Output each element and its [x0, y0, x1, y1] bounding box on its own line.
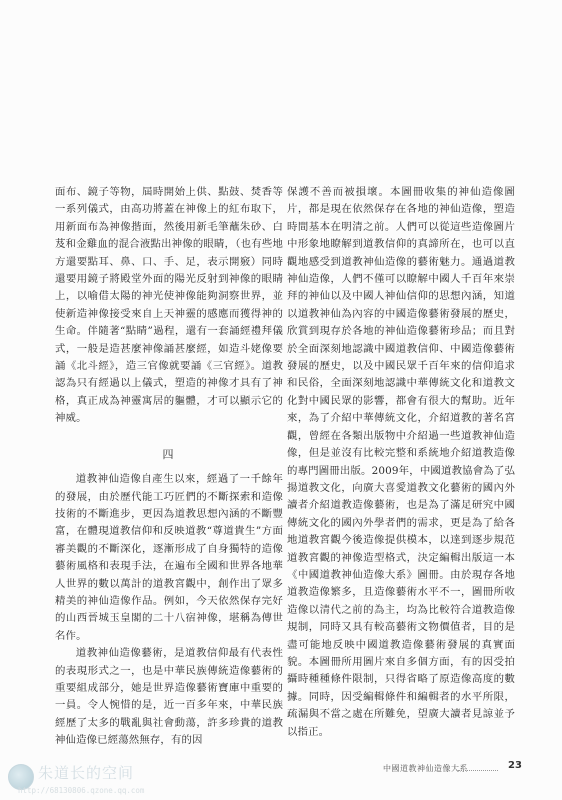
footer-book-title: 中國道教神仙造像大系: [383, 764, 468, 773]
watermark: [6, 762, 206, 798]
left-paragraph-1: 面布、鏡子等物，屆時開始上供、點鼓、焚香等一系列儀式，由高功將蓋在神像上的紅布取下，用新面布為神像揩面，然後用新毛筆蘸朱砂、白芨和金雞血的混合液點出神像的眼睛，（也有些地方還要點耳、鼻、口、手、足，表示開竅）同時還要用鏡子將殿堂外面的陽光反射到神像的眼睛上，以喻借太陽的神光使神像能夠洞察世界，並使新造神像接受來自上天神靈的感應而獲得神的生命。伴隨著“點睛”過程，還有一套誦經禮拜儀式，一般是造甚麼神像誦甚麼經，如造斗姥像要誦《北斗經》，造三官像就要誦《三官經》。道教認為只有經過以上儀式，塑造的神像才具有了神格，真正成為神靈寓居的軀體，才可以顯示它的神威。: [55, 186, 283, 425]
watermark-url: http://68130806.qzone.qq.com: [18, 786, 145, 795]
right-paragraph-1: 保護不善而被損壞。本圖冊收集的神仙造像圖片，都是現在依然保存在各地的神仙造像，塑造時間基本在明清之前。人們可以從這些造像圖片中形象地瞭解到道教信仰的真諦所在，也可以直觀地感受到道教神仙造像的藝術魅力。通過道教神仙造像，人們不僅可以瞭解中國人千百年來崇拜的神仙以及中國人神仙信仰的思想內涵，知道以道教神仙為內容的中國造像藝術發展的歷史，欣賞到現存於各地的神仙造像藝術珍品；而且對於全面深刻地認識中國道教信仰、中國造像藝術發展的歷史，以及中國民眾千百年來的信仰追求和民俗，全面深刻地認識中華傳統文化和道教文化對中國民眾的影響，都會有很大的幫助。近年來，為了介紹中華傳統文化，介紹道教的著名宮觀，曾經在各類出版物中介紹過一些道教神仙造像，但是並沒有比較完整和系統地介紹道教造像的專門圖冊出版。2009年，中國道教協會為了弘揚道教文化，向廣大喜愛道教文化藝術的國內外讀者介紹道教造像藝術，也是為了滿足研究中國傳統文化的國內外學者們的需求，更是為了給各地道教宮觀今後造像提供模本，以達到逐步規范道教宮觀的神像造型格式，決定編輯出版這一本《中國道教神仙造像大系》圖冊。由於現存各地道教造像繁多，且造像藝術水平不一，圖冊所收造像以清代之前的為主，均為比較符合道教造像規制，同時又具有較高藝術文物價值者，目的是盡可能地反映中國道教造像藝術發展的真實面貌。本圖冊所用圖片來自多個方面，有的因受拍攝時種種條件限制，只得省略了原造像高度的數據。同時，因受編輯條件和編輯者的水平所限，疏漏與不當之處在所難免，望廣大讀者見諒並予以指正。: [287, 186, 515, 738]
section-heading: 四: [162, 447, 176, 461]
footer-divider: [458, 769, 498, 771]
right-column: [287, 184, 515, 741]
watermark-title: 朱道长的空间: [38, 764, 135, 782]
left-column: [55, 184, 283, 750]
left-paragraph-2: 道教神仙造像自產生以來，經過了一千餘年的發展，由於歷代能工巧匠們的不斷探索和造像技術的不斷進步，更因為道教思想內涵的不斷豐富，在體現道教信仰和反映道教“尊道貴生”方面審美觀的不斷深化，逐漸形成了自身獨特的造像藝術風格和表現手法，在遍布全國和世界各地華人世界的數以萬計的道教宮觀中，創作出了眾多精美的神仙造像作品。例如，今天依然保存完好的山西晉城玉皇閣的二十八宿神像，堪稱為傳世名作。: [55, 473, 283, 642]
page-number: 23: [508, 760, 522, 771]
left-paragraph-3: 道教神仙造像藝術，是道教信仰最有代表性的表現形式之一，也是中華民族傳統造像藝術的重要組成部分，她是世界造像藝術寶庫中重要的一員。令人惋惜的是，近一百多年來，中華民族經歷了太多的戰亂與社會動蕩，許多珍貴的道教神仙造像已經蕩然無存，有的因: [55, 647, 283, 747]
